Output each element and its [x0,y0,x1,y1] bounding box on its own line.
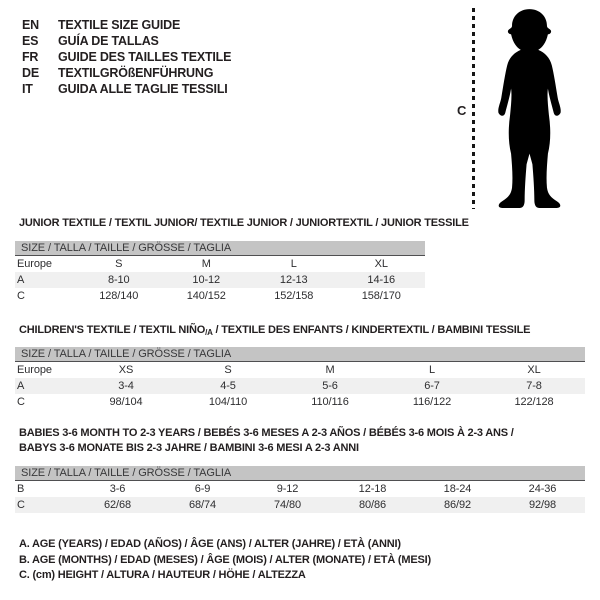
language-title-list [22,17,231,97]
language-row [22,49,231,65]
language-code: IT [22,82,33,96]
table-cell: 5-6 [279,378,381,394]
column-header: L [290,258,297,270]
column-header: S [224,364,232,376]
table-row [15,272,425,288]
size-header-cell: SIZE / TALLA / TAILLE / GRÖSSE / TAGLIA [15,241,425,256]
table-cell: 68/74 [160,497,245,513]
table-cell: 7-8 [483,378,585,394]
table-cell: 14-16 [338,272,426,288]
guide-title: GUIDA ALLE TAGLIE TESSILI [58,82,228,96]
height-dashed-line [472,8,475,209]
row-label: A [15,272,75,288]
row-label: C [17,290,25,302]
footnote-b: B. AGE (MONTHS) / EDAD (MESES) / ÂGE (MOIS) / ALTER (MONATE) / ETÀ (MESI) [19,553,431,566]
table-row [15,241,425,256]
table-cell: 3-6 [109,483,126,495]
title-subscript: /A [205,328,213,337]
table-cell: 18-24 [443,483,472,495]
size-header-cell: SIZE / TALLA / TAILLE / GRÖSSE / TAGLIA [15,466,585,481]
table-cell: 8-10 [75,272,163,288]
column-header: L [428,364,436,376]
footnote-legend [19,537,431,584]
column-header: M [201,258,211,270]
table-cell: 12-18 [358,483,387,495]
children-size-table [15,347,585,410]
table-cell: 9-12 [276,483,299,495]
table-cell: 122/128 [514,396,554,408]
table-cell: 3-4 [75,378,177,394]
column-header: XL [527,364,541,376]
table-cell: 4-5 [177,378,279,394]
table-cell: 104/110 [208,396,248,408]
table-row [15,362,585,379]
guide-title: GUÍA DE TALLAS [58,34,159,48]
row-label: C [15,497,75,513]
table-cell: 98/104 [109,396,143,408]
row-label: B [17,483,25,495]
row-label: A [15,378,75,394]
table-cell: 12-13 [250,272,338,288]
table-cell: 62/68 [75,497,160,513]
column-header: Europe [17,258,52,270]
guide-title: TEXTILE SIZE GUIDE [58,18,181,32]
table-cell: 140/152 [186,290,226,302]
title-text: CHILDREN'S TEXTILE / TEXTIL NIÑO [19,324,206,336]
table-row [15,347,585,362]
table-row [15,378,585,394]
language-code: ES [22,34,39,48]
language-row [22,33,231,49]
table-row [15,466,585,481]
language-row [22,65,231,81]
table-row [15,288,425,304]
table-cell: 116/122 [412,396,452,408]
footnote-a: A. AGE (YEARS) / EDAD (AÑOS) / ÂGE (ANS) / ALTER (JAHRE) / ETÀ (ANNI) [19,538,401,550]
junior-size-table [15,241,425,304]
section-title-junior: JUNIOR TEXTILE / TEXTIL JUNIOR/ TEXTILE JUNIOR / JUNIORTEXTIL / JUNIOR TESSILE [19,217,469,229]
table-row [15,394,585,410]
title-line-2: BABYS 3-6 MONATE BIS 2-3 JAHRE / BAMBINI 3-6 MESI A 2-3 ANNI [19,442,359,454]
row-label: C [17,396,25,408]
language-row [22,17,231,33]
table-cell: 6-7 [381,378,483,394]
table-cell: 92/98 [500,497,585,513]
language-code: DE [22,66,39,80]
table-cell: 74/80 [245,497,330,513]
column-header: XS [118,364,134,376]
height-measure-label: C [457,103,467,118]
language-code: FR [22,50,39,64]
table-cell: 6-9 [194,483,211,495]
toddler-silhouette-icon [481,6,578,212]
guide-title: GUIDE DES TAILLES TEXTILE [58,50,232,64]
table-row [15,481,585,498]
guide-title: TEXTILGRÖßENFÜHRUNG [58,66,214,80]
babies-size-table [15,466,585,513]
table-cell: 86/92 [415,497,500,513]
table-cell: 158/170 [361,290,401,302]
column-header: S [115,258,123,270]
section-title-babies [19,426,514,456]
table-cell: 80/86 [330,497,415,513]
column-header: M [325,364,335,376]
title-text: / TEXTILE DES ENFANTS / KINDERTEXTIL / BAMBINI TESSILE [212,324,531,336]
language-row [22,81,231,97]
table-cell: 10-12 [163,272,251,288]
table-cell: 128/140 [99,290,139,302]
table-row [15,256,425,273]
table-cell: 24-36 [528,483,557,495]
footnote-c: C. (cm) HEIGHT / ALTURA / HAUTEUR / HÖHE / ALTEZZA [19,569,306,581]
column-header: XL [374,258,388,270]
size-header-cell: SIZE / TALLA / TAILLE / GRÖSSE / TAGLIA [15,347,585,362]
title-line-1: BABIES 3-6 MONTH TO 2-3 YEARS / BEBÉS 3-6 MESES A 2-3 AÑOS / BÉBÉS 3-6 MOIS À 2-3 ANS / [19,427,514,439]
section-title-children [19,324,530,337]
column-header: Europe [17,364,52,376]
table-cell: 152/158 [274,290,314,302]
language-code: EN [22,18,39,32]
table-cell: 110/116 [311,396,349,408]
table-row [15,497,585,513]
